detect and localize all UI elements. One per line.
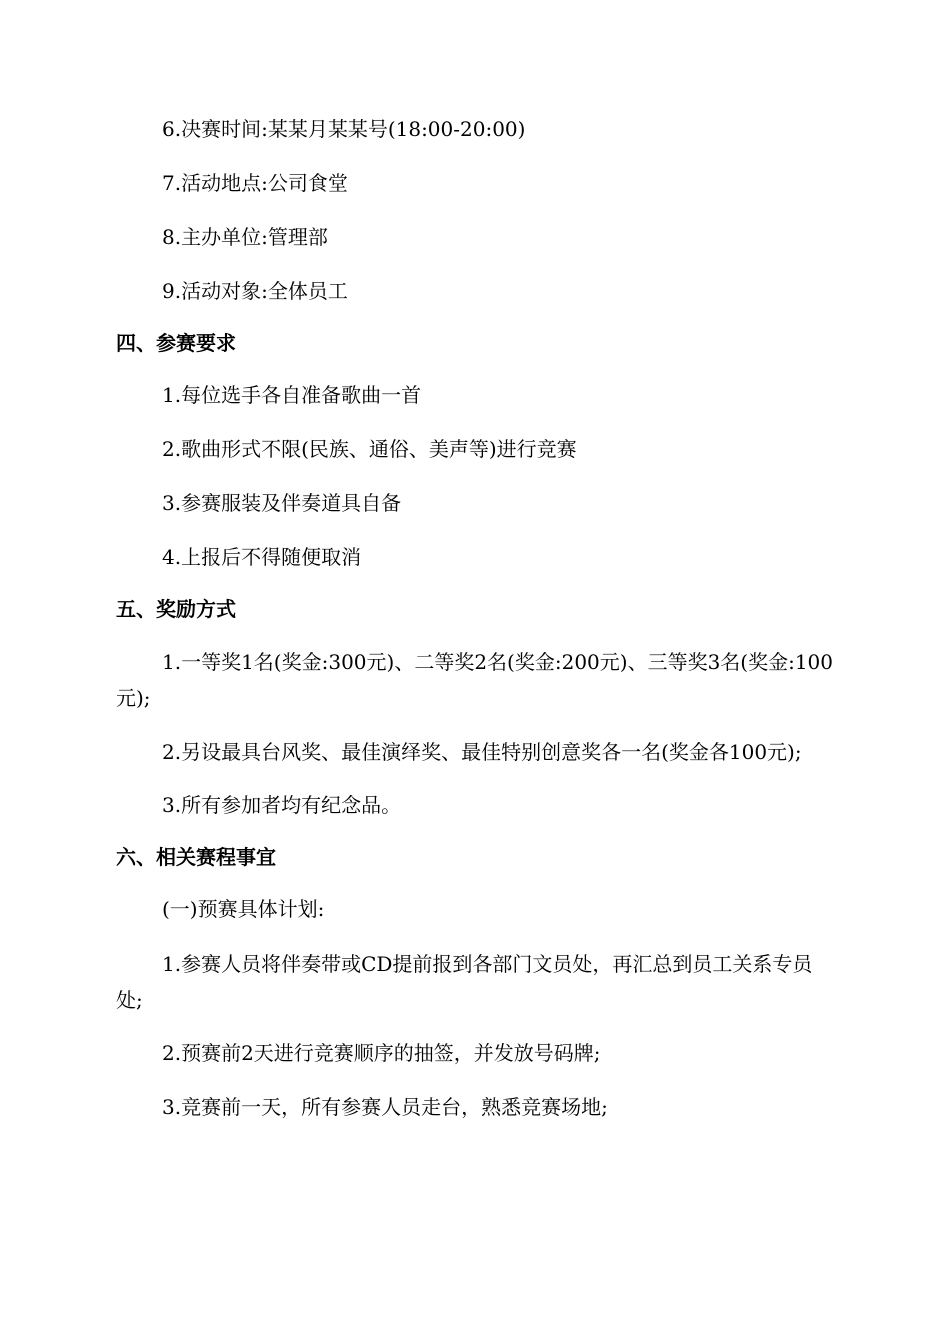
reward-item: 1.一等奖1名(奖金:300元)、二等奖2名(奖金:200元)、三等奖3名(奖金:100元); bbox=[116, 650, 834, 710]
requirement-item: 2.歌曲形式不限(民族、通俗、美声等)进行竞赛 bbox=[162, 437, 577, 461]
reward-item: 3.所有参加者均有纪念品。 bbox=[162, 793, 402, 817]
schedule-item: 1.参赛人员将伴奏带或CD提前报到各部门文员处，再汇总到员工关系专员处; bbox=[116, 952, 813, 1012]
requirement-item: 3.参赛服装及伴奏道具自备 bbox=[162, 491, 402, 515]
schedule-item: 3.竞赛前一天，所有参赛人员走台，熟悉竞赛场地; bbox=[162, 1095, 608, 1119]
requirement-item: 4.上报后不得随便取消 bbox=[162, 545, 362, 569]
final-time-item: 6.决赛时间:某某月某某号(18:00-20:00) bbox=[162, 117, 526, 141]
organizer-item: 8.主办单位:管理部 bbox=[162, 225, 328, 249]
venue-item: 7.活动地点:公司食堂 bbox=[162, 171, 348, 195]
document-body bbox=[116, 112, 836, 1124]
audience-item: 9.活动对象:全体员工 bbox=[162, 279, 348, 303]
section-heading-requirements: 四、参赛要求 bbox=[116, 331, 236, 355]
schedule-item: 2.预赛前2天进行竞赛顺序的抽签，并发放号码牌; bbox=[162, 1041, 601, 1065]
requirement-item: 1.每位选手各自准备歌曲一首 bbox=[162, 383, 422, 407]
reward-item: 2.另设最具台风奖、最佳演绎奖、最佳特别创意奖各一名(奖金各100元); bbox=[162, 740, 802, 764]
section-heading-schedule: 六、相关赛程事宜 bbox=[116, 845, 276, 869]
schedule-subheading: (一)预赛具体计划: bbox=[162, 897, 325, 921]
section-heading-rewards: 五、奖励方式 bbox=[116, 597, 236, 621]
